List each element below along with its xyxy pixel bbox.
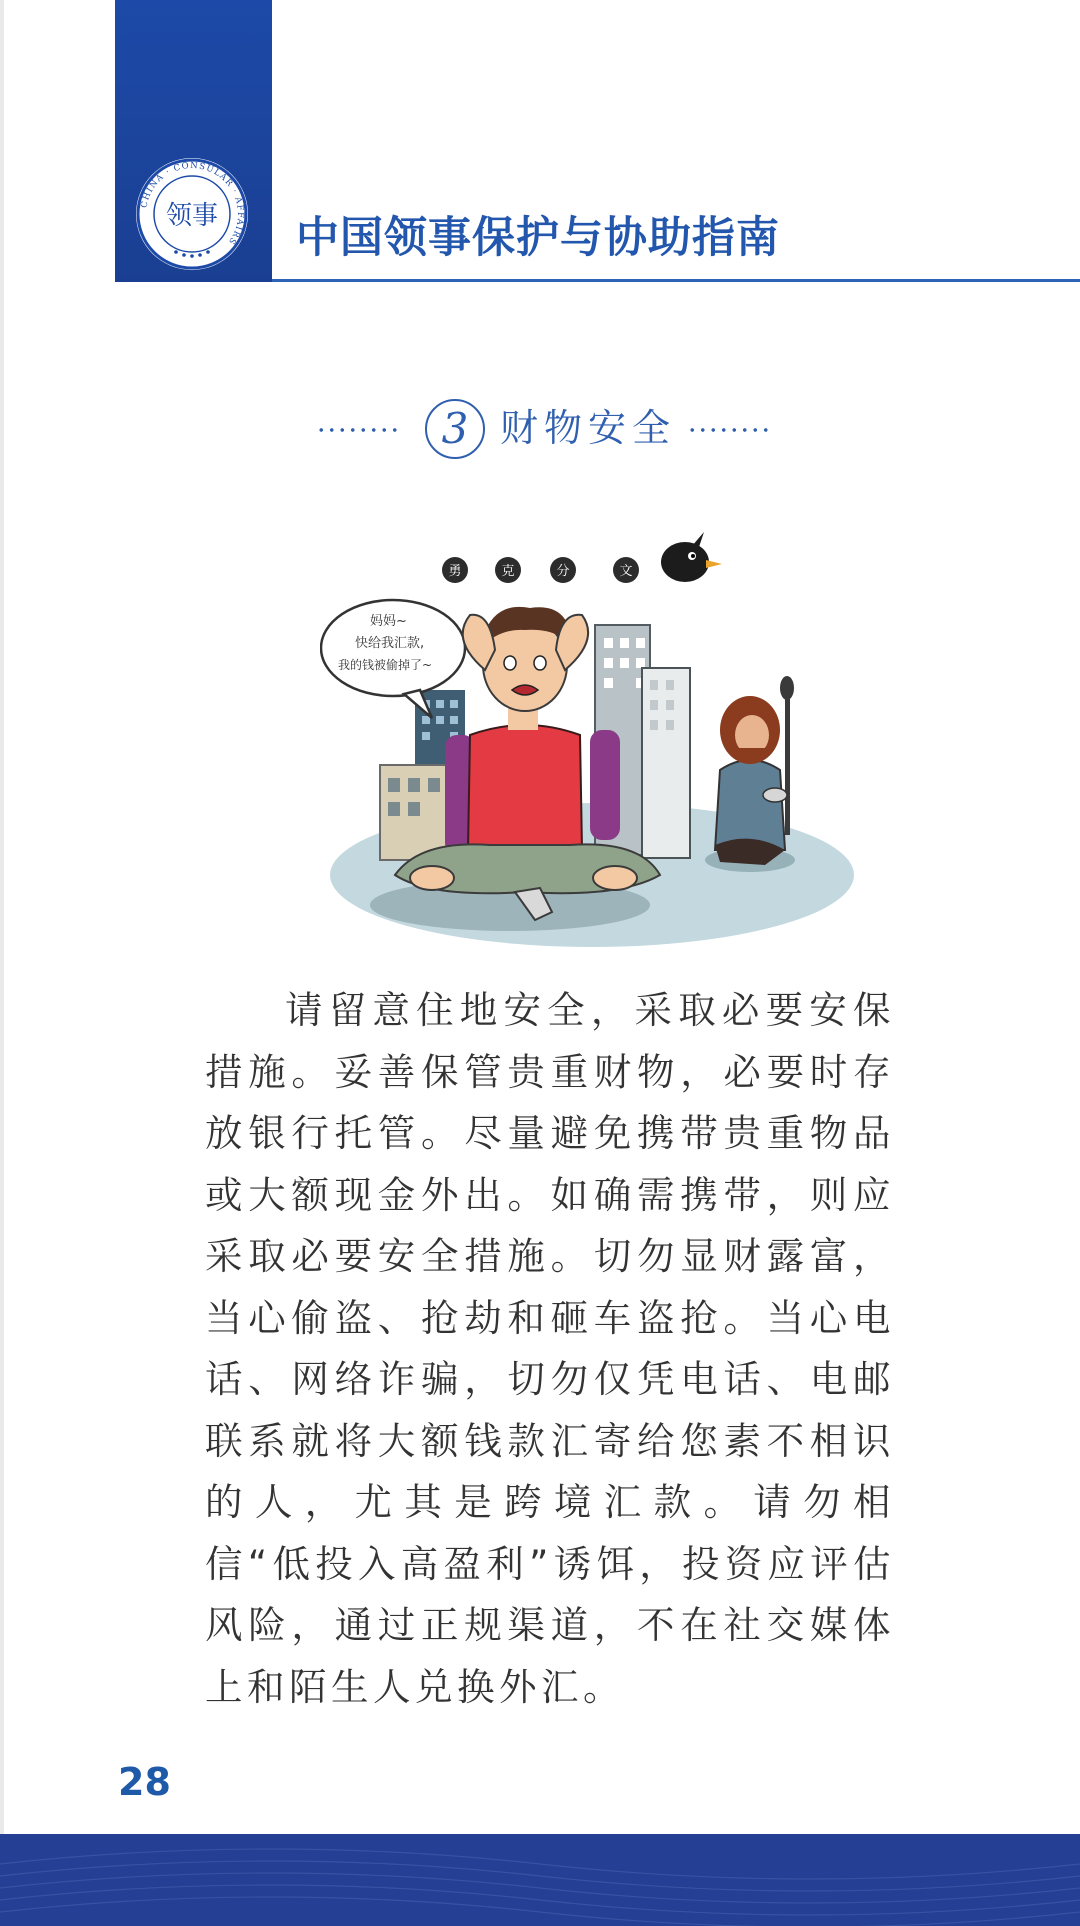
consular-emblem-logo xyxy=(136,158,248,270)
dotted-divider-right xyxy=(687,427,773,433)
svg-text:领事: 领事 xyxy=(165,201,219,231)
footer-wave-band xyxy=(0,1834,1080,1926)
section-heading xyxy=(0,395,1080,465)
svg-text:文: 文 xyxy=(619,564,633,579)
svg-text:CHINA · CONSULAR · AFFAIRS: CHINA · CONSULAR · AFFAIRS xyxy=(139,160,246,247)
body-paragraph: 请留意住地安全，采取必要安保措施。妥善保管贵重财物，必要时存放银行托管。尽量避免携带贵重物品或大额现金外出。如确需携带，则应采取必要安全措施。切勿显财露富，当心偷盗、抢劫和砸车盗抢。当心电话、网络诈骗，切勿仅凭电话、电邮联系就将大额钱款汇寄给您素不相识的人，尤其是跨境汇款。请勿相信“低投入高盈利”诱饵，投资应评估风险，通过正规渠道，不在社交媒体上和陌生人兑换外汇。 xyxy=(205,988,895,1709)
dotted-divider-left xyxy=(316,427,402,433)
svg-text:勇: 勇 xyxy=(448,564,462,579)
badge-row xyxy=(442,557,639,583)
section-number-badge: 3 xyxy=(425,399,485,459)
page-edge-shadow xyxy=(0,0,4,1926)
crow-icon xyxy=(661,532,722,582)
section-title: 财物安全 xyxy=(500,406,677,450)
header-underline xyxy=(272,279,1080,282)
cartoon-illustration xyxy=(320,520,855,950)
page-title: 中国领事保护与协助指南 xyxy=(296,213,780,263)
svg-text:快给我汇款,: 快给我汇款, xyxy=(355,636,425,651)
svg-text:妈妈~: 妈妈~ xyxy=(370,614,407,629)
page-number: 28 xyxy=(118,1760,171,1804)
svg-text:克: 克 xyxy=(501,564,515,579)
svg-text:我的钱被偷掉了~: 我的钱被偷掉了~ xyxy=(338,658,433,672)
bystander-character xyxy=(705,676,795,872)
svg-text:分: 分 xyxy=(556,564,570,579)
